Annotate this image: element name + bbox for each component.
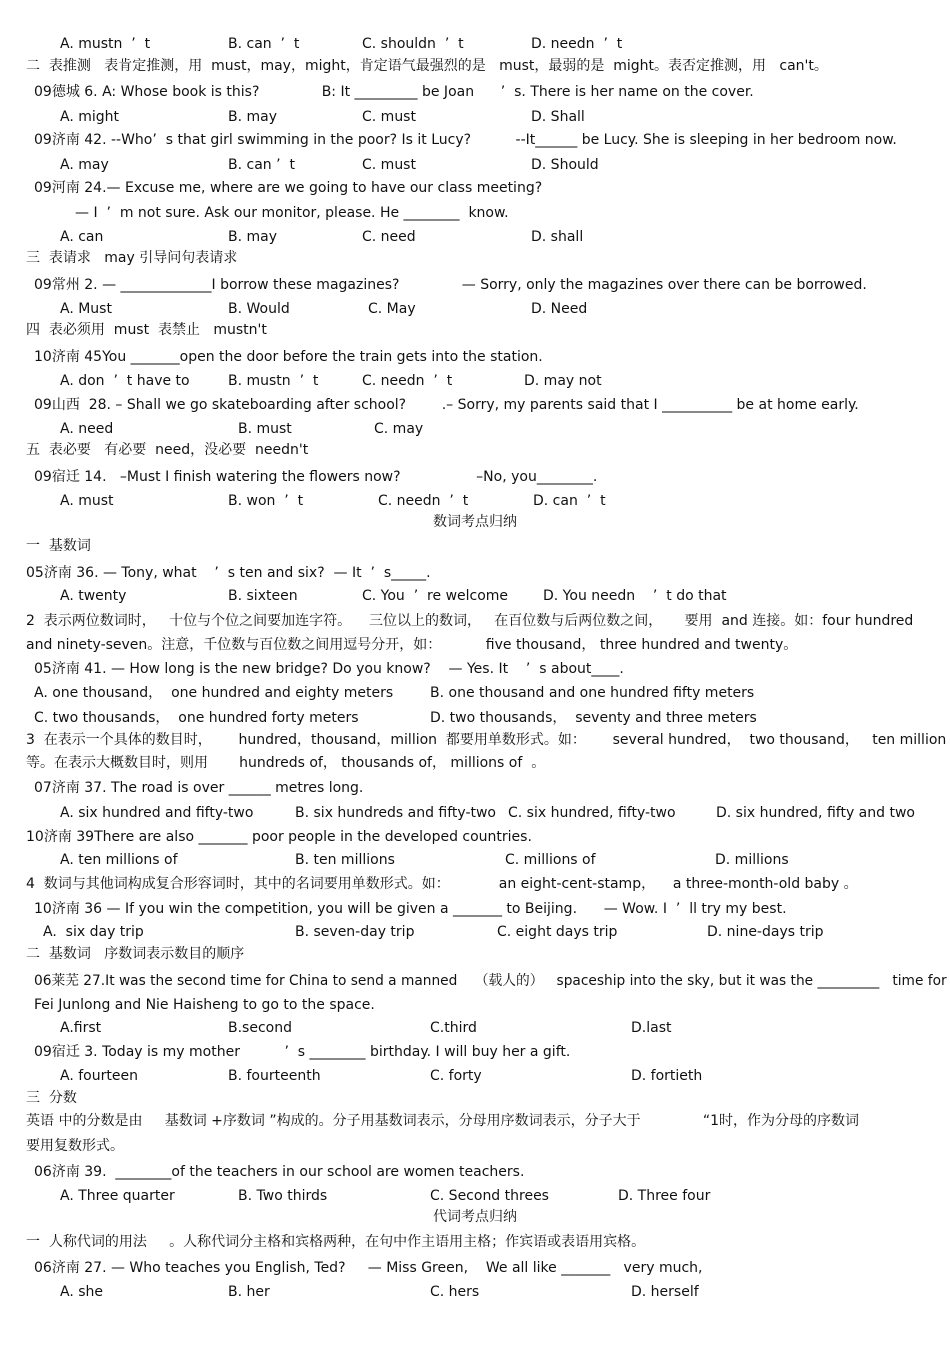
option-b: B. Two thirds — [238, 1188, 328, 1204]
section-heading: 一 基数词 — [26, 538, 91, 554]
option-b: B. must — [238, 421, 292, 437]
section-heading: 一 人称代词的用法 。人称代词分主格和宾格两种，在句中作主语用主格；作宾语或表语用宾格。 — [26, 1234, 646, 1250]
section-heading: 五 表必要 有必要 need，没必要 needn't — [26, 442, 309, 458]
option-d: D. You needn ’ t do that — [543, 588, 727, 604]
option-a: A. must — [60, 493, 114, 509]
option-a: A. six hundred and fifty-two — [60, 805, 254, 821]
option-a: A. might — [60, 109, 120, 125]
question: 06莱芜 27.It was the second time for China to send a manned （载人的） spaceship into the sky, but it was the _________ time for — [34, 973, 947, 989]
section-heading: 二 表推测 表肯定推测，用 must，may，might，肯定语气最强烈的是 must，最弱的是 might。表否定推测，用 can't。 — [26, 58, 828, 74]
option-b: B. won ’ t — [228, 493, 304, 509]
option-d: D. six hundred, fifty and two — [716, 805, 915, 821]
option-d: D. Need — [531, 301, 588, 317]
option-d: D. shall — [531, 229, 584, 245]
option-a: A. six day trip — [43, 924, 144, 940]
option-d: D. millions — [715, 852, 789, 868]
option-b: B. fourteenth — [228, 1068, 321, 1084]
question: 05济南 36. — Tony, what ’ s ten and six? — It ’ s_____. — [26, 565, 431, 581]
question: 09山西 28. – Shall we go skateboarding after school? .– Sorry, my parents said that I __________ be at home early. — [34, 397, 859, 413]
question: 09河南 24.— Excuse me, where are we going to have our class meeting? — [34, 180, 543, 196]
option-c: C. eight days trip — [497, 924, 618, 940]
option-b: B. may — [228, 109, 278, 125]
rule-text: 4 数词与其他词构成复合形容词时，其中的名词要用单数形式。如： an eight-cent-stamp， a three-month-old baby 。 — [26, 876, 858, 892]
section-heading: 三 表请求 may 引导问句表请求 — [26, 250, 238, 266]
option-a: A. fourteen — [60, 1068, 138, 1084]
question: 06济南 39. ________of the teachers in our school are women teachers. — [34, 1164, 525, 1180]
option-a: A. Must — [60, 301, 112, 317]
option-d: D. Three four — [618, 1188, 711, 1204]
option-a: A. ten millions of — [60, 852, 178, 868]
question: 10济南 45You _______open the door before the train gets into the station. — [34, 349, 543, 365]
option-c: C. shouldn ’ t — [362, 36, 464, 52]
option-a: A.first — [60, 1020, 102, 1036]
question: 07济南 37. The road is over ______ metres long. — [34, 780, 364, 796]
option-c: C. needn ’ t — [362, 373, 453, 389]
option-d: D. nine-days trip — [707, 924, 824, 940]
option-d: D. can ’ t — [533, 493, 606, 509]
option-b: B. one thousand and one hundred fifty meters — [430, 685, 755, 701]
rule-text: 要用复数形式。 — [26, 1138, 124, 1154]
question-continuation: — I ’ m not sure. Ask our monitor, please. He ________ know. — [75, 205, 509, 221]
option-c: C. may — [374, 421, 424, 437]
option-c: C. Second threes — [430, 1188, 549, 1204]
option-d: D. fortieth — [631, 1068, 703, 1084]
option-a: A. can — [60, 229, 104, 245]
option-c: C. You ’ re welcome — [362, 588, 509, 604]
option-a: A. Three quarter — [60, 1188, 175, 1204]
question: 06济南 27. — Who teaches you English, Ted? — Miss Green, We all like _______ very much, — [34, 1260, 703, 1276]
option-c: C. need — [362, 229, 416, 245]
rule-text: 2 表示两位数词时， 十位与个位之间要加连字符。 三位以上的数词， 在百位数与后两位数之间， 要用 and 连接。如：four hundred — [26, 613, 914, 629]
option-a: A. twenty — [60, 588, 127, 604]
option-b: B. may — [228, 229, 278, 245]
option-b: B. seven-day trip — [295, 924, 415, 940]
option-c: C. must — [362, 157, 416, 173]
rule-text: and ninety-seven。注意，千位数与百位数之间用逗号分开，如： five thousand， three hundred and twenty。 — [26, 637, 798, 653]
question: 10济南 39There are also _______ poor people in the developed countries. — [26, 829, 532, 845]
option-c: C. two thousands， one hundred forty meters — [34, 710, 359, 726]
question: 09常州 2. — _____________I borrow these magazines? — Sorry, only the magazines over there can be borrowed. — [34, 277, 867, 293]
option-a: A. need — [60, 421, 114, 437]
option-a: A. one thousand， one hundred and eighty meters — [34, 685, 394, 701]
option-d: D. herself — [631, 1284, 699, 1300]
question: 05济南 41. — How long is the new bridge? Do you know? — Yes. It ’ s about____. — [34, 661, 624, 677]
option-c: C. six hundred, fifty-two — [508, 805, 676, 821]
option-c: C.third — [430, 1020, 477, 1036]
option-d: D. may not — [524, 373, 602, 389]
question: 09济南 42. --Who’ s that girl swimming in the poor? Is it Lucy? --It______ be Lucy. She is sleeping in her bedroom now. — [34, 132, 897, 148]
option-b: B.second — [228, 1020, 292, 1036]
option-b: B. sixteen — [228, 588, 298, 604]
option-d: D. Should — [531, 157, 599, 173]
option-b: B. can ’ t — [228, 36, 300, 52]
option-d: D. needn ’ t — [531, 36, 623, 52]
option-c: C. forty — [430, 1068, 482, 1084]
option-c: C. millions of — [505, 852, 596, 868]
option-b: B. ten millions — [295, 852, 395, 868]
section-heading: 四 表必须用 must 表禁止 mustn't — [26, 322, 267, 338]
option-b: B. six hundreds and fifty-two — [295, 805, 496, 821]
option-a: A. mustn ’ t — [60, 36, 151, 52]
question: 09宿迁 3. Today is my mother ’ s ________ birthday. I will buy her a gift. — [34, 1044, 571, 1060]
option-d: D. Shall — [531, 109, 585, 125]
option-a: A. don ’ t have to — [60, 373, 190, 389]
question: 09宿迁 14. –Must I finish watering the flowers now? –No, you________. — [34, 469, 598, 485]
option-c: C. hers — [430, 1284, 480, 1300]
section-heading: 三 分数 — [26, 1090, 77, 1106]
option-c: C. May — [368, 301, 416, 317]
option-a: A. she — [60, 1284, 104, 1300]
question-continuation: Fei Junlong and Nie Haisheng to go to the space. — [34, 997, 375, 1013]
option-b: B. her — [228, 1284, 270, 1300]
question: 10济南 36 — If you win the competition, you will be given a _______ to Beijing. — Wow. I ’ ll try my best. — [34, 901, 787, 917]
rule-text: 等。在表示大概数目时，则用 hundreds of， thousands of， millions of 。 — [26, 755, 546, 771]
option-b: B. Would — [228, 301, 290, 317]
option-c: C. must — [362, 109, 416, 125]
option-d: D. two thousands， seventy and three meters — [430, 710, 757, 726]
page-title: 代词考点归纳 — [433, 1209, 517, 1225]
option-a: A. may — [60, 157, 109, 173]
page-title: 数词考点归纳 — [433, 514, 517, 530]
option-d: D.last — [631, 1020, 672, 1036]
option-b: B. mustn ’ t — [228, 373, 319, 389]
option-c: C. needn ’ t — [378, 493, 469, 509]
rule-text: 3 在表示一个具体的数目时， hundred，thousand，million 都要用单数形式。如： several hundred， two thousand， ten million — [26, 732, 947, 748]
rule-text: 英语 中的分数是由 基数词 +序数词 ”构成的。分子用基数词表示，分母用序数词表示，分子大于 “1时，作为分母的序数词 — [26, 1113, 860, 1129]
section-heading: 二 基数词 序数词表示数目的顺序 — [26, 946, 245, 962]
question: 09德城 6. A: Whose book is this? B: It _________ be Joan ’ s. There is her name on the cover. — [34, 84, 754, 100]
option-b: B. can ’ t — [228, 157, 295, 173]
